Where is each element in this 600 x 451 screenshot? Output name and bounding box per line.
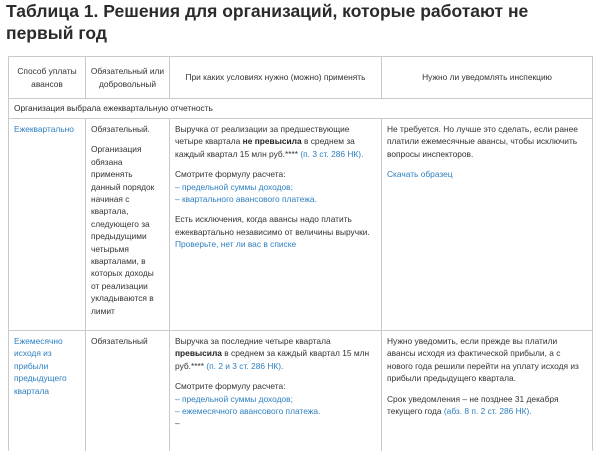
header-mandatory: Обязательный или добровольный — [86, 57, 170, 99]
table-header-row — [9, 57, 593, 99]
table-row — [9, 119, 593, 331]
mandatory-cell — [86, 119, 170, 331]
deadline-text: Срок уведомления – не позднее 31 декабря текущего года (абз. 8 п. 2 ст. 286 НК). — [387, 393, 559, 417]
method-cell — [9, 119, 86, 331]
header-method: Способ уплаты авансов — [9, 57, 86, 99]
mandatory-label: Обязательный. — [91, 124, 150, 134]
download-sample-link[interactable]: Скачать образец — [387, 169, 453, 180]
conditions-cell — [170, 331, 382, 451]
formula-block: Смотрите формулу расчета: – предельной суммы доходов; – квартального авансового платежа. — [175, 169, 317, 205]
deadline-tax-code-link[interactable]: (абз. 8 п. 2 ст. 286 НК). — [443, 406, 532, 417]
tax-code-link[interactable]: (п. 3 ст. 286 НК). — [300, 148, 364, 159]
method-cell — [9, 331, 86, 451]
mandatory-cell — [86, 331, 170, 451]
tax-code-link[interactable]: (п. 2 и 3 ст. 286 НК). — [206, 360, 284, 371]
solutions-table — [8, 56, 593, 451]
notify-cell — [382, 119, 593, 331]
header-notify: Нужно ли уведомлять инспекцию — [382, 57, 593, 99]
exceptions-text: Есть исключения, когда авансы надо платить ежеквартально независимо от величины выручки. Проверьте, нет ли вас в списке — [175, 214, 370, 250]
section-title: Организация выбрала ежеквартальную отчетность — [9, 99, 593, 119]
mandatory-label: Обязательный — [91, 336, 148, 346]
section-row — [9, 99, 593, 119]
notify-text: Не требуется. Но лучше это сделать, если ранее платили ежемесячные авансы, чтобы исключить вопросы инспекторов. — [387, 124, 578, 159]
notify-text: Нужно уведомить, если прежде вы платили авансы исходя из фактической прибыли, а с нового года решили перейти на уплату исходя из прибыли предыдущего квартала. — [387, 336, 579, 384]
formula-monthly-payment-link[interactable]: – ежемесячного авансового платежа. — [175, 406, 321, 417]
notify-cell — [382, 331, 593, 451]
mandatory-description: Организация обязана применять данный порядок начиная с квартала, следующего за предыдущими четырьмя кварталами, в которых доходы от реализации укладываются в лимит — [91, 144, 155, 316]
conditions-cell — [170, 119, 382, 331]
page-title: Таблица 1. Решения для организаций, которые работают не первый год — [6, 1, 529, 43]
formula-block: Смотрите формулу расчета: – предельной суммы доходов; – ежемесячного авансового платежа. – — [175, 381, 321, 429]
exceptions-list-link[interactable]: Проверьте, нет ли вас в списке — [175, 239, 297, 250]
formula-income-limit-link[interactable]: – предельной суммы доходов; — [175, 181, 293, 192]
formula-income-limit-link[interactable]: – предельной суммы доходов; — [175, 393, 293, 404]
condition-text: Выручка от реализации за предшествующие четыре квартала не превысила в среднем за каждый квартал 15 млн руб.**** (п. 3 ст. 286 НК). — [175, 124, 364, 159]
formula-quarterly-payment-link[interactable]: – квартального авансового платежа. — [175, 194, 317, 205]
condition-text: Выручка за последние четыре квартала превысила в среднем за каждый квартал 15 млн руб.**** (п. 2 и 3 ст. 286 НК). — [175, 336, 370, 371]
header-conditions: При каких условиях нужно (можно) применять — [170, 57, 382, 99]
table-row — [9, 331, 593, 451]
method-link[interactable]: Ежеквартально — [14, 124, 74, 134]
method-link[interactable]: Ежемесячно исходя из прибыли предыдущего квартала — [14, 336, 67, 396]
